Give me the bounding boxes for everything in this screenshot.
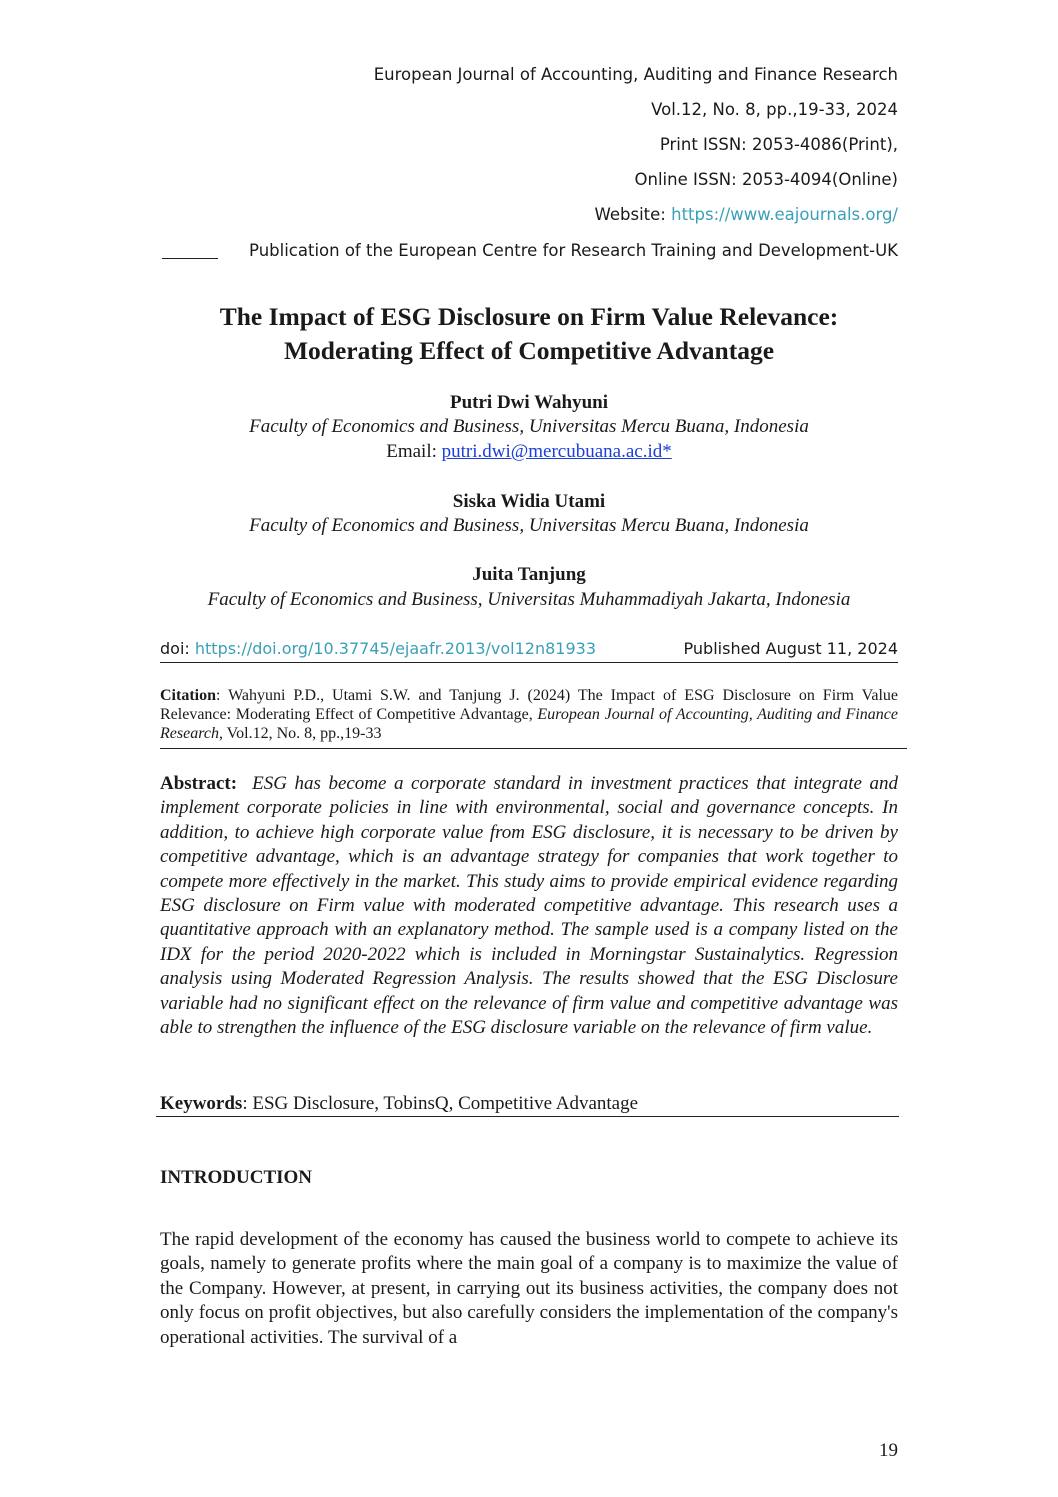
keywords-label: Keywords (160, 1093, 243, 1114)
doi-label: doi: (160, 639, 195, 658)
author-affiliation: Faculty of Economics and Business, Universitas Mercu Buana, Indonesia (249, 416, 809, 437)
author-name: Juita Tanjung (472, 564, 586, 585)
abstract-text: ESG has become a corporate standard in investment practices that integrate and implement corporate policies in line with environmental, social and governance concepts. In addition, to achieve high corporate value from ESG disclosure, it is necessary to be driven by competitive advantage, which is an advantage strategy for companies that work together to compete more effectively in the market. This study aims to provide empirical evidence regarding ESG disclosure on Firm value with moderated competitive advantage. This research uses a quantitative approach with an explanatory method. The sample used is a company listed on the IDX for the period 2020-2022 which is included in Morningstar Sustainalytics. Regression analysis using Moderated Regression Analysis. The results showed that the ESG Disclosure variable had no significant effect on the relevance of firm value and competitive advantage was able to strengthen the influence of the ESG disclosure variable on the relevance of firm value. (160, 773, 898, 1039)
website-link[interactable]: https://www.eajournals.org/ (671, 205, 898, 224)
doi-row (160, 637, 898, 661)
citation-text: : Wahyuni P.D., Utami S.W. and Tanjung J. (2024) The Impact of ESG Disclosure on Firm Value Relevance: Moderating Effect of Competitive Advantage, (160, 687, 898, 723)
abstract (160, 772, 898, 1040)
citation-divider (160, 748, 907, 749)
print-issn: Print ISSN: 2053-4086(Print), (659, 135, 898, 154)
author-affiliation: Faculty of Economics and Business, Universitas Muhammadiyah Jakarta, Indonesia (207, 589, 851, 610)
doi-link[interactable]: https://doi.org/10.37745/ejaafr.2013/vol12n81933 (194, 639, 597, 658)
citation (160, 686, 898, 743)
paper-title (160, 300, 898, 368)
author-name: Siska Widia Utami (452, 491, 606, 512)
publisher-line: Publication of the European Centre for Research Training and Development-UK (249, 241, 898, 260)
citation-pages: , Vol.12, No. 8, pp.,19-33 (218, 725, 382, 742)
citation-journal: European Journal of Accounting, Auditing and Finance Research (160, 706, 899, 742)
page-number: 19 (879, 1440, 898, 1461)
published-date: Published August 11, 2024 (683, 639, 898, 658)
doi-divider (160, 662, 898, 663)
online-issn: Online ISSN: 2053-4094(Online) (634, 170, 898, 189)
journal-name: European Journal of Accounting, Auditing and Finance Research (373, 65, 898, 84)
volume-info: Vol.12, No. 8, pp.,19-33, 2024 (651, 100, 898, 119)
section-heading: INTRODUCTION (160, 1167, 313, 1188)
email-link[interactable]: putri.dwi@mercubuana.ac.id* (441, 441, 672, 462)
author-email-line (120, 440, 938, 464)
keywords-divider (156, 1116, 899, 1117)
paper-title-line-2: Moderating Effect of Competitive Advantage (283, 336, 775, 365)
citation-label: Citation (160, 687, 216, 704)
email-label: Email: (386, 441, 442, 462)
body-paragraph: The rapid development of the economy has caused the business world to compete to achieve its goals, namely to generate profits where the main goal of a company is to maximize the value of the Company. However, at present, in carrying out its business activities, the company does not only focus on profit objectives, but also carefully considers the implementation of the company's operational activities. The survival of a (160, 1229, 898, 1348)
website-line (595, 204, 898, 226)
website-label: Website: (594, 205, 672, 224)
paper-title-line-1: The Impact of ESG Disclosure on Firm Value Relevance: (219, 302, 839, 331)
keywords-text: : ESG Disclosure, TobinsQ, Competitive Advantage (242, 1093, 639, 1114)
keywords (160, 1092, 638, 1116)
author-name: Putri Dwi Wahyuni (449, 392, 609, 413)
abstract-label: Abstract: (160, 773, 238, 794)
author-affiliation: Faculty of Economics and Business, Universitas Mercu Buana, Indonesia (249, 515, 809, 536)
header-divider (162, 258, 218, 259)
